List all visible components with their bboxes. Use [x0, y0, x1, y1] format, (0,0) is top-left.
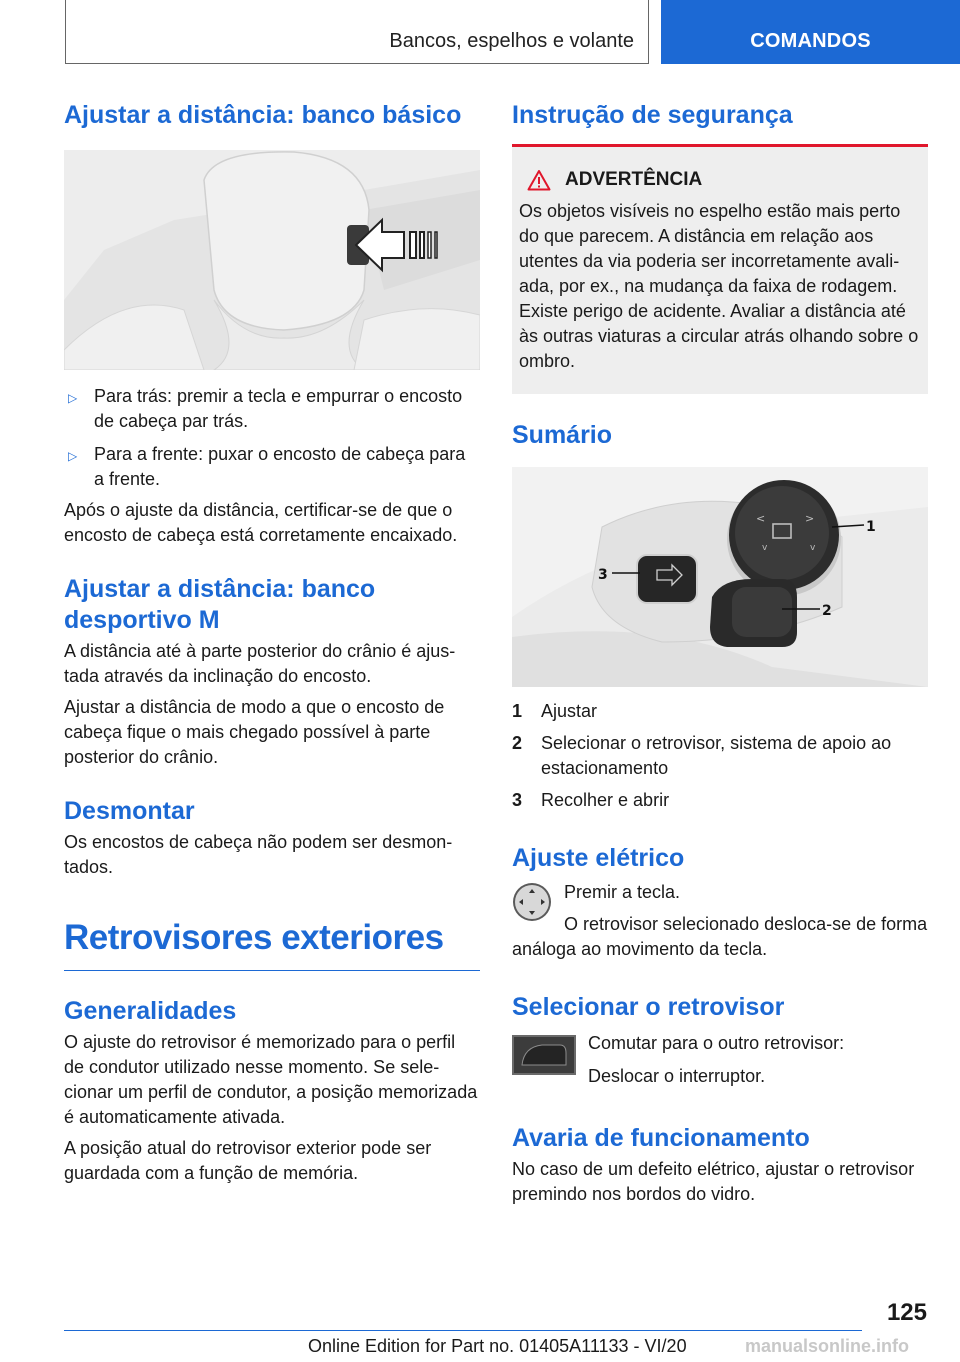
bullet-triangle-icon: ▷ — [68, 449, 78, 463]
heading-exterior-mirrors: Retrovisores exteriores — [64, 918, 444, 957]
heading-summary: Sumário — [512, 421, 613, 449]
list-item: 2 Selecionar o retrovisor, sistema de apoio ao estacionamento — [512, 733, 892, 778]
svg-text:>: > — [805, 512, 815, 525]
watermark: manualsonline.info — [745, 1336, 910, 1356]
paragraph-select-2: Deslocar o interruptor. — [588, 1066, 766, 1086]
heading-electric-adjust: Ajuste elétrico — [512, 844, 685, 872]
list-item: ▷ Para trás: premir a tecla e empurrar o encosto de cabeça par trás. — [68, 386, 463, 431]
page-number: 125 — [886, 1299, 927, 1326]
warning-title: ADVERTÊNCIA — [565, 169, 703, 190]
list-item: 3 Recolher e abrir — [512, 790, 670, 810]
mirror-adjust-button-icon — [512, 882, 552, 922]
heading-general: Generalidades — [64, 997, 237, 1025]
paragraph-electric-2: O retrovisor selecionado desloca-se de forma análoga ao movimento da tecla. — [512, 914, 928, 959]
paragraph-sport-1: A distância até à parte posterior do crânio é ajustada através da inclinação do encosto. — [64, 641, 456, 686]
svg-text:v: v — [810, 543, 816, 553]
mirror-controls-illustration — [512, 467, 928, 687]
paragraph-after-adjust: Após o ajuste da distância, certificar-se de que o encosto de cabeça está corretamente encaixado. — [64, 500, 458, 545]
headrest-illustration — [64, 150, 480, 370]
footer-rule — [64, 1330, 862, 1331]
right-column — [512, 100, 928, 1207]
header-section-box — [65, 0, 649, 64]
header-tab-label: COMANDOS — [750, 30, 871, 52]
heading-select-mirror: Selecionar o retrovisor — [512, 993, 785, 1021]
paragraph-sport-2: Ajustar a distância de modo a que o encosto de cabeça fique o mais chegado possível à parte posterior do crânio. — [64, 697, 445, 767]
warning-box — [512, 144, 928, 394]
callout-2-label: 2 — [822, 603, 832, 619]
callout-3-label: 3 — [598, 567, 608, 583]
header-section-title: Bancos, espelhos e volante — [389, 30, 634, 52]
svg-text:v: v — [762, 543, 768, 553]
bullet-triangle-icon: ▷ — [68, 391, 78, 405]
paragraph-general-2: A posição atual do retrovisor exterior pode ser guardada com a função de memória. — [64, 1138, 432, 1183]
list-item: ▷ Para a frente: puxar o encosto de cabeça para a frente. — [68, 444, 466, 489]
heading-sport-seat: Ajustar a distância: banco desportivo M — [64, 575, 376, 634]
headrest-figure — [64, 150, 480, 370]
heading-malfunction: Avaria de funcionamento — [512, 1124, 810, 1152]
svg-text:<: < — [756, 512, 766, 525]
warning-header — [527, 169, 920, 191]
summary-list — [512, 699, 928, 813]
list-item: 1 Ajustar — [512, 701, 598, 721]
mirror-switch-icon — [512, 1035, 576, 1075]
heading-underline — [64, 970, 480, 971]
paragraph-remove: Os encostos de cabeça não podem ser desmontados. — [64, 832, 453, 877]
paragraph-select-1: Comutar para o outro retrovisor: — [588, 1033, 845, 1053]
callout-1-label: 1 — [866, 519, 876, 535]
electric-adjust-block — [512, 880, 928, 962]
heading-basic-seat: Ajustar a distância: banco básico — [64, 101, 462, 129]
select-mirror-block — [512, 1031, 928, 1103]
left-column — [64, 100, 480, 1186]
paragraph-malfunction: No caso de um defeito elétrico, ajustar o retrovisor premindo nos bordos do vidro. — [512, 1159, 915, 1204]
footer-edition: Online Edition for Part no. 01405A11133 - VI/20 — [308, 1336, 687, 1356]
mirror-controls-figure — [512, 467, 928, 687]
paragraph-electric-1: Premir a tecla. — [564, 882, 681, 902]
header-tab-comandos[interactable] — [661, 0, 960, 64]
warning-triangle-icon — [527, 169, 551, 191]
paragraph-general-1: O ajuste do retrovisor é memorizado para o perfil de condutor utilizado nesse momento. Se selecionar um perfil de condutor, a posição memorizada é automaticamente ativada. — [64, 1032, 478, 1127]
warning-text: Os objetos visíveis no espelho estão mais perto do que parecem. A distância em relação aos utentes da via poderia ser incorretamente avaliada, por ex., na mudança da faixa de rodagem. Existe perigo de acidente. Avaliar a distância até às outras viaturas a circular atrás olhando sobre o ombro. — [519, 201, 919, 371]
heading-remove: Desmontar — [64, 797, 195, 825]
heading-safety: Instrução de segurança — [512, 101, 793, 129]
